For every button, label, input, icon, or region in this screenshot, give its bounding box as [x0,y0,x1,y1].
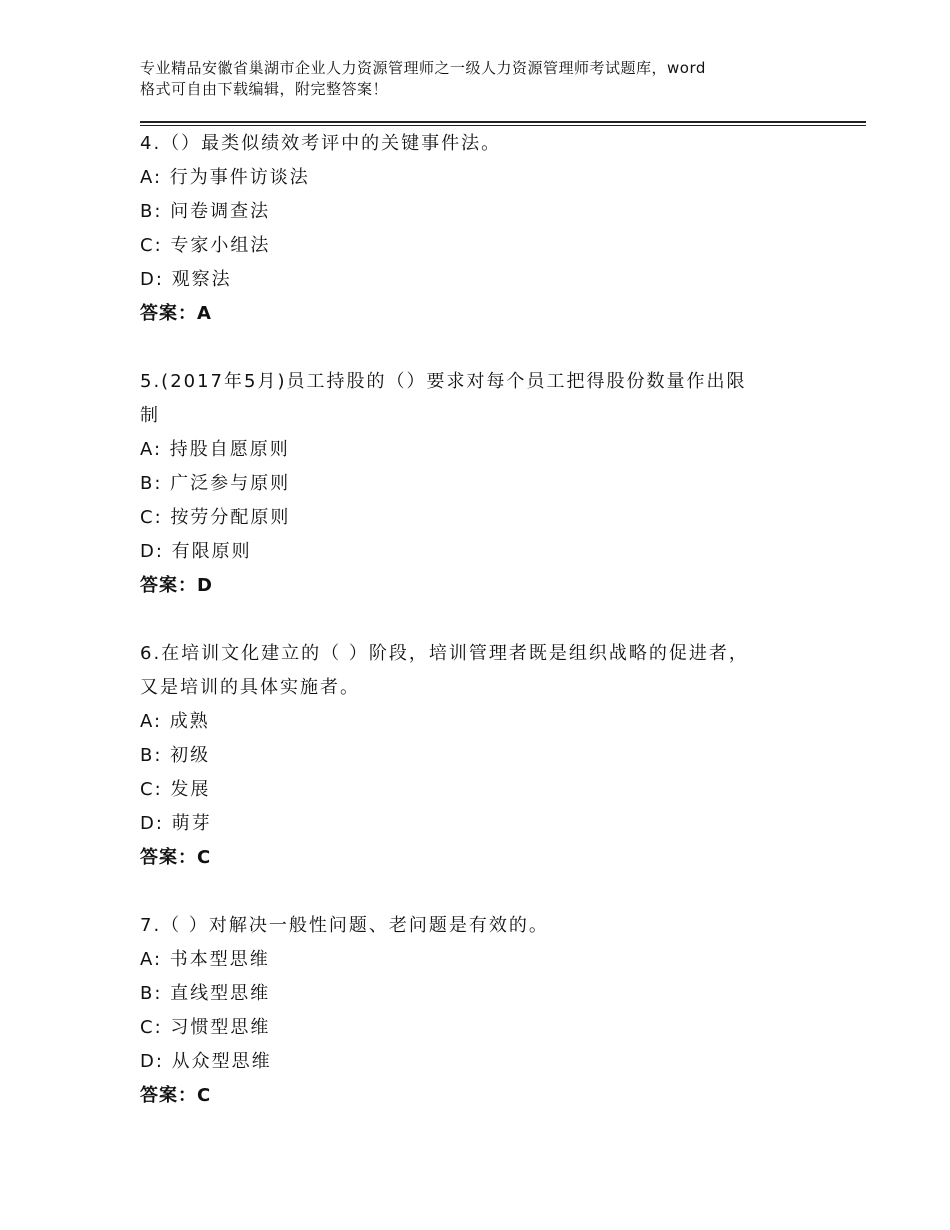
option-b: B: 初级 [140,745,211,766]
option-a: A: 成熟 [140,711,210,732]
option-d: D: 观察法 [140,269,232,290]
option-a: A: 持股自愿原则 [140,439,290,460]
header-rule-thin [140,125,866,126]
option-d: D: 从众型思维 [140,1051,272,1072]
option-a: A: 行为事件访谈法 [140,167,310,188]
question-5 [140,365,840,603]
option-c: C: 专家小组法 [140,235,271,256]
answer: 答案：A [140,303,212,324]
header-rule-thick [140,121,866,123]
question-stem: 5.(2017年5月)员工持股的（）要求对每个员工把得股份数量作出限 [140,371,747,392]
option-b: B: 广泛参与原则 [140,473,291,494]
question-stem: 6.在培训文化建立的（ ）阶段，培训管理者既是组织战略的促进者， [140,643,749,664]
option-a: A: 书本型思维 [140,949,270,970]
question-stem: 7.（ ）对解决一般性问题、老问题是有效的。 [140,915,549,936]
option-d: D: 萌芽 [140,813,212,834]
option-c: C: 按劳分配原则 [140,507,291,528]
answer: 答案：C [140,1085,212,1106]
header-line-1: 专业精品安徽省巢湖市企业人力资源管理师之一级人力资源管理师考试题库，word [140,59,706,77]
question-stem-continued: 制 [140,405,160,426]
option-d: D: 有限原则 [140,541,252,562]
header-line-2: 格式可自由下载编辑，附完整答案！ [140,80,389,98]
question-7 [140,909,840,1113]
question-stem-continued: 又是培训的具体实施者。 [140,677,360,698]
question-6 [140,637,840,875]
question-4 [140,127,840,331]
answer: 答案：D [140,575,213,596]
document-header [140,58,830,100]
option-c: C: 习惯型思维 [140,1017,271,1038]
question-stem: 4.（）最类似绩效考评中的关键事件法。 [140,133,502,154]
option-b: B: 问卷调查法 [140,201,271,222]
option-b: B: 直线型思维 [140,983,271,1004]
answer: 答案：C [140,847,212,868]
option-c: C: 发展 [140,779,211,800]
question-list [140,127,840,1147]
